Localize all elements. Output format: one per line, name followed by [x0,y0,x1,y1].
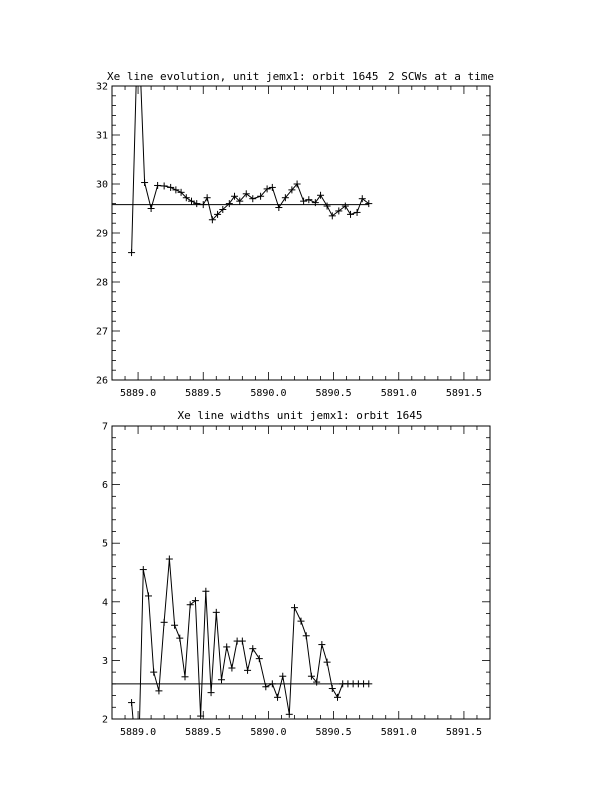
chart-title-widths: Xe line widths unit jemx1: orbit 1645 [177,409,423,422]
x-tick-label-evolution: 5891.5 [445,388,482,399]
y-tick-label-evolution: 30 [95,179,108,191]
data-point-widths [256,655,263,662]
data-point-widths [303,632,310,639]
y-tick-label-evolution: 27 [95,326,108,338]
data-point-widths [161,619,168,626]
data-point-widths [274,694,281,701]
x-tick-label-widths: 5889.0 [120,727,157,738]
data-point-widths [218,676,225,683]
data-point-evolution [317,192,324,199]
data-point-widths [291,604,298,611]
y-tick-label-evolution: 32 [95,81,108,93]
y-tick-label-widths: 5 [101,538,108,550]
chart-subtitle-scws: 2 SCWs at a time [388,70,494,83]
data-point-widths [244,667,251,674]
x-tick-label-widths: 5890.0 [250,727,287,738]
data-point-widths [213,609,220,616]
y-tick-label-widths: 7 [101,421,108,433]
data-point-widths [329,685,336,692]
x-tick-label-widths: 5889.5 [185,727,222,738]
series-group-widths [128,556,372,782]
data-point-evolution [148,205,155,212]
x-tick-label-widths: 5890.5 [315,727,352,738]
data-point-widths [286,711,293,718]
x-tick-label-widths: 5891.5 [445,727,482,738]
y-tick-label-widths: 2 [101,714,108,726]
data-point-widths [365,680,372,687]
data-point-widths [140,566,147,573]
series-line-evolution [132,13,369,253]
data-point-widths [208,689,215,696]
data-point-widths [239,638,246,645]
data-point-widths [166,556,173,563]
chart-panel-evolution [96,9,494,399]
data-point-widths [171,622,178,629]
data-point-widths [145,592,152,599]
data-point-evolution [154,182,161,189]
data-point-evolution [305,196,312,203]
data-point-widths [324,659,331,666]
data-point-widths [298,618,305,625]
y-tick-label-evolution: 28 [95,277,108,289]
data-point-evolution [359,195,366,202]
x-tick-label-evolution: 5890.5 [315,388,352,399]
data-point-evolution [135,9,142,16]
data-point-widths [128,699,135,706]
data-point-widths [228,665,235,672]
data-point-widths [135,774,142,781]
data-point-evolution [347,211,354,218]
data-point-widths [223,643,230,650]
chart-title-evolution: Xe line evolution, unit jemx1: orbit 1645 [107,70,379,83]
data-point-widths [279,673,286,680]
x-tick-label-evolution: 5890.0 [250,388,287,399]
chart-panel-widths [102,409,490,781]
series-line-widths [132,559,369,778]
data-point-evolution [161,182,168,189]
data-point-evolution [204,194,211,201]
data-point-widths [176,635,183,642]
data-point-widths [181,673,188,680]
data-point-evolution [354,209,361,216]
x-tick-label-widths: 5891.0 [380,727,417,738]
series-group-evolution [128,9,372,256]
x-tick-label-evolution: 5889.5 [185,388,222,399]
data-point-widths [155,687,162,694]
x-tick-label-evolution: 5889.0 [120,388,157,399]
data-point-widths [249,645,256,652]
data-point-evolution [128,249,135,256]
y-tick-label-widths: 4 [101,597,108,609]
data-point-widths [269,680,276,687]
data-point-evolution [141,179,148,186]
data-point-widths [202,588,209,595]
data-point-widths [318,641,325,648]
data-point-evolution [269,184,276,191]
x-tick-label-evolution: 5891.0 [380,388,417,399]
plot-frame-evolution [112,86,490,380]
data-point-evolution [200,201,207,208]
data-point-evolution [324,203,331,210]
data-point-widths [150,669,157,676]
y-tick-label-widths: 3 [101,655,108,667]
y-tick-label-evolution: 29 [95,228,108,240]
data-point-widths [334,694,341,701]
y-tick-label-widths: 6 [101,480,108,492]
y-tick-label-evolution: 31 [95,130,108,142]
data-point-evolution [300,198,307,205]
y-tick-label-evolution: 26 [95,375,108,387]
